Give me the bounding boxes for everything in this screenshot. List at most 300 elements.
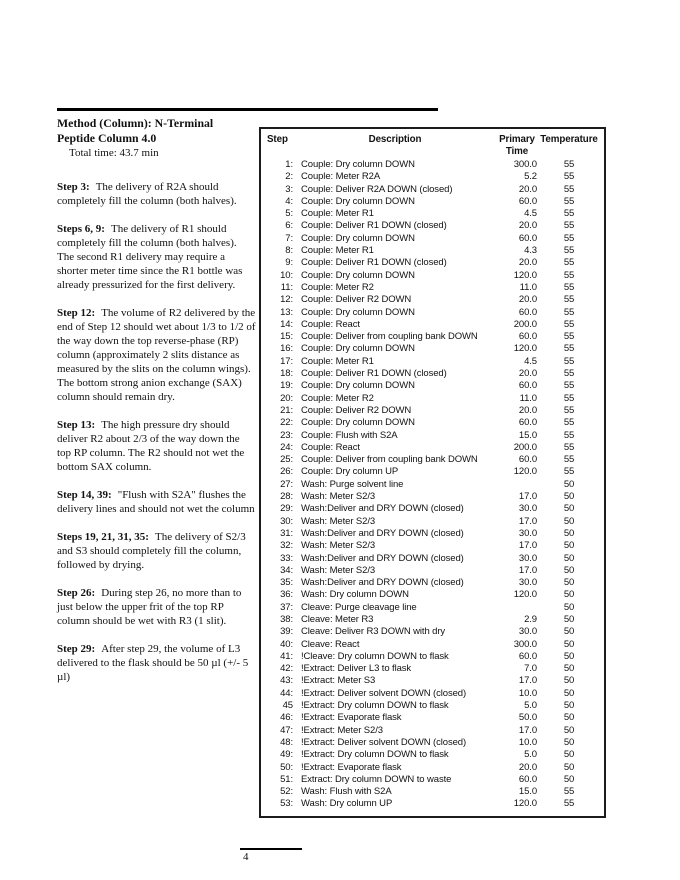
cell-time: 50.0 — [518, 712, 537, 724]
cell-temp: 55 — [563, 392, 575, 404]
cell-time: 60.0 — [518, 650, 537, 662]
cell-step: 2: — [285, 171, 293, 183]
cell-gap — [293, 602, 301, 614]
cell-desc: Couple: Dry column DOWN — [301, 232, 415, 244]
cell-desc: Couple: Meter R2 — [301, 392, 374, 404]
cell-desc: Wash: Meter S2/3 — [301, 515, 376, 527]
cell-desc: Wash:Deliver and DRY DOWN (closed) — [301, 552, 464, 564]
cell-time: 20.0 — [518, 183, 537, 195]
cell-time: 20.0 — [518, 368, 537, 380]
cell-time: 4.5 — [524, 355, 537, 367]
cell-desc: Couple: Dry column DOWN — [301, 343, 415, 355]
table-row — [265, 553, 600, 565]
note-label: Step 14, 39: — [57, 489, 112, 501]
table-row — [265, 245, 600, 257]
cell-step: 37: — [280, 601, 293, 613]
cell-desc: Couple: Meter R1 — [301, 355, 374, 367]
cell-temp: 50 — [563, 515, 575, 527]
cell-time: 120.0 — [513, 466, 537, 478]
cell-step: 15: — [280, 331, 293, 343]
table-row — [265, 417, 600, 429]
cell-gap — [293, 393, 301, 405]
cell-desc: Couple: Dry column DOWN — [301, 269, 415, 281]
table-row — [265, 466, 600, 478]
cell-time: 5.2 — [524, 171, 537, 183]
cell-step: 27: — [280, 478, 293, 490]
cell-desc: Wash:Deliver and DRY DOWN (closed) — [301, 503, 464, 515]
cell-step: 4: — [285, 195, 293, 207]
cell-time: 5.0 — [524, 749, 537, 761]
cell-time: 17.0 — [518, 724, 537, 736]
cell-temp: 55 — [563, 208, 575, 220]
table-row — [265, 491, 600, 503]
cell-gap — [293, 798, 301, 810]
cell-desc: Couple: Deliver R2 DOWN — [301, 294, 412, 306]
note-paragraph — [57, 530, 256, 572]
cell-temp: 55 — [563, 441, 575, 453]
cell-step: 12: — [280, 294, 293, 306]
note-label: Step 13: — [57, 419, 96, 431]
cell-temp: 50 — [563, 663, 575, 675]
cell-gap — [293, 577, 301, 589]
table-row — [265, 774, 600, 786]
cell-gap — [293, 368, 301, 380]
cell-temp: 50 — [563, 503, 575, 515]
table-row — [265, 725, 600, 737]
table-row — [265, 639, 600, 651]
cell-step: 14: — [280, 318, 293, 330]
note-text: The high pressure dry should deliver R2 about 2/3 of the way down the top RP column. The R2 should not wet the bottom SAX column. — [57, 419, 245, 473]
cell-time: 17.0 — [518, 540, 537, 552]
cell-time: 7.0 — [524, 663, 537, 675]
cell-step: 19: — [280, 380, 293, 392]
cell-step: 48: — [280, 736, 293, 748]
cell-desc: Couple: Deliver R2 DOWN — [301, 404, 412, 416]
cell-step: 18: — [280, 368, 293, 380]
cell-step: 26: — [280, 466, 293, 478]
cell-gap — [293, 749, 301, 761]
cell-gap — [293, 319, 301, 331]
cell-time: 60.0 — [518, 417, 537, 429]
cell-temp: 50 — [563, 638, 575, 650]
cell-gap — [293, 479, 301, 491]
cell-gap — [293, 343, 301, 355]
header-step: Step — [267, 134, 288, 145]
cell-temp: 50 — [563, 564, 575, 576]
top-horizontal-rule — [57, 108, 438, 111]
table-row — [265, 257, 600, 269]
header-description: Description — [368, 134, 422, 145]
table-row — [265, 430, 600, 442]
table-row — [265, 565, 600, 577]
cell-desc: Wash: Purge solvent line — [301, 478, 404, 490]
cell-step: 44: — [280, 687, 293, 699]
cell-gap — [293, 675, 301, 687]
cell-time: 200.0 — [513, 441, 537, 453]
cell-temp: 50 — [563, 589, 575, 601]
cell-time: 60.0 — [518, 380, 537, 392]
cell-time: 11.0 — [519, 281, 537, 293]
note-text: The delivery of S2/3 and S3 should completely fill the column, followed by drying. — [57, 531, 246, 571]
cell-gap — [293, 663, 301, 675]
note-paragraph — [57, 418, 256, 474]
table-row — [265, 294, 600, 306]
cell-gap — [293, 294, 301, 306]
cell-step: 5: — [285, 208, 293, 220]
cell-desc: Cleave: Meter R3 — [301, 613, 374, 625]
table-row — [265, 171, 600, 183]
method-steps-table — [259, 127, 606, 818]
cell-gap — [293, 516, 301, 528]
note-paragraph — [57, 222, 256, 292]
cell-temp: 55 — [563, 257, 575, 269]
cell-step: 25: — [280, 454, 293, 466]
page-number: 4 — [243, 851, 249, 863]
cell-time: 17.0 — [518, 564, 537, 576]
cell-step: 23: — [280, 429, 293, 441]
table-row — [265, 442, 600, 454]
cell-time: 17.0 — [518, 491, 537, 503]
cell-temp: 50 — [563, 675, 575, 687]
cell-gap — [293, 220, 301, 232]
cell-temp: 50 — [563, 601, 575, 613]
cell-step: 35: — [280, 577, 293, 589]
cell-gap — [293, 196, 301, 208]
method-title-line2: Peptide Column 4.0 — [57, 131, 157, 145]
table-row — [265, 159, 600, 171]
cell-time: 60.0 — [518, 773, 537, 785]
table-row — [265, 577, 600, 589]
cell-gap — [293, 700, 301, 712]
cell-time: 300.0 — [513, 159, 537, 170]
cell-time: 10.0 — [518, 687, 537, 699]
table-row — [265, 626, 600, 638]
cell-temp: 50 — [563, 540, 575, 552]
cell-desc: !Extract: Dry column DOWN to flask — [301, 700, 449, 712]
cell-step: 49: — [280, 749, 293, 761]
notes-list — [57, 180, 256, 684]
cell-step: 31: — [280, 527, 293, 539]
cell-step: 40: — [280, 638, 293, 650]
cell-temp: 50 — [563, 700, 575, 712]
cell-temp: 55 — [563, 466, 575, 478]
cell-temp: 50 — [563, 736, 575, 748]
cell-temp: 55 — [563, 220, 575, 232]
note-text: During step 26, no more than to just below the upper frit of the top RP column should be wet with R3 (1 slit). — [57, 587, 242, 627]
cell-temp: 50 — [563, 626, 575, 638]
cell-step: 17: — [280, 355, 293, 367]
cell-gap — [293, 540, 301, 552]
cell-time: 300.0 — [513, 638, 537, 650]
cell-temp: 55 — [563, 269, 575, 281]
cell-desc: !Extract: Deliver L3 to flask — [301, 663, 412, 675]
method-title-line1: Method (Column): N-Terminal — [57, 116, 214, 130]
cell-desc: !Cleave: Dry column DOWN to flask — [301, 650, 449, 662]
cell-step: 10: — [280, 269, 293, 281]
cell-desc: Wash: Meter S2/3 — [301, 564, 376, 576]
cell-desc: Cleave: Purge cleavage line — [301, 601, 417, 613]
cell-desc: Couple: Dry column DOWN — [301, 159, 415, 170]
cell-gap — [293, 639, 301, 651]
table-row — [265, 749, 600, 761]
cell-time: 60.0 — [518, 232, 537, 244]
cell-step: 13: — [280, 306, 293, 318]
cell-desc: Couple: Dry column DOWN — [301, 195, 415, 207]
cell-temp: 50 — [563, 687, 575, 699]
table-body — [265, 159, 600, 811]
cell-gap — [293, 430, 301, 442]
cell-desc: Couple: React — [301, 318, 360, 330]
cell-step: 9: — [285, 257, 293, 269]
cell-desc: Wash: Meter S2/3 — [301, 491, 376, 503]
cell-desc: !Extract: Meter S3 — [301, 675, 376, 687]
note-label: Step 29: — [57, 643, 96, 655]
cell-temp: 50 — [563, 577, 575, 589]
cell-step: 38: — [280, 613, 293, 625]
table-row — [265, 503, 600, 515]
cell-step: 16: — [280, 343, 293, 355]
cell-temp: 55 — [563, 294, 575, 306]
cell-time: 4.5 — [524, 208, 537, 220]
cell-gap — [293, 688, 301, 700]
cell-gap — [293, 405, 301, 417]
cell-gap — [293, 651, 301, 663]
cell-temp: 55 — [563, 306, 575, 318]
cell-time: 30.0 — [518, 503, 537, 515]
cell-temp: 55 — [563, 281, 575, 293]
cell-desc: Couple: Dry column DOWN — [301, 380, 415, 392]
cell-desc: !Extract: Deliver solvent DOWN (closed) — [301, 736, 467, 748]
cell-gap — [293, 466, 301, 478]
cell-step: 42: — [280, 663, 293, 675]
cell-gap — [293, 171, 301, 183]
cell-temp: 50 — [563, 724, 575, 736]
table-row — [265, 380, 600, 392]
cell-time: 120.0 — [513, 269, 537, 281]
table-row — [265, 479, 600, 491]
cell-gap — [293, 442, 301, 454]
cell-step: 41: — [280, 650, 293, 662]
cell-temp: 55 — [563, 454, 575, 466]
note-paragraph — [57, 306, 256, 404]
cell-step: 11: — [280, 281, 293, 293]
cell-temp: 55 — [563, 404, 575, 416]
cell-gap — [293, 208, 301, 220]
note-text: The volume of R2 delivered by the end of Step 12 should wet about 1/3 to 1/2 of the way down the top reverse-phase (RP) column (approximately 2 slits distance as measured by the slits on the column wings). The bottom strong anion exchange (SAX) column should remain dry. — [57, 307, 256, 403]
note-paragraph — [57, 180, 256, 208]
cell-desc: Couple: Flush with S2A — [301, 429, 398, 441]
cell-desc: !Extract: Evaporate flask — [301, 712, 402, 724]
cell-gap — [293, 589, 301, 601]
cell-step: 33: — [280, 552, 293, 564]
note-label: Step 12: — [57, 307, 96, 319]
cell-desc: !Extract: Dry column DOWN to flask — [301, 749, 449, 761]
cell-time: 20.0 — [518, 294, 537, 306]
notes-column — [57, 116, 256, 698]
cell-temp: 50 — [563, 478, 575, 490]
cell-gap — [293, 417, 301, 429]
cell-step: 22: — [280, 417, 293, 429]
footer-rule — [240, 848, 302, 850]
table-row — [265, 737, 600, 749]
cell-time — [497, 479, 537, 491]
cell-temp: 55 — [563, 159, 575, 170]
table-row — [265, 233, 600, 245]
cell-gap — [293, 454, 301, 466]
cell-time: 5.0 — [524, 700, 537, 712]
table-row — [265, 700, 600, 712]
cell-step: 36: — [280, 589, 293, 601]
table-row — [265, 798, 600, 810]
cell-desc: Wash:Deliver and DRY DOWN (closed) — [301, 527, 464, 539]
note-text: The delivery of R1 should completely fill the column (both halves). The second R1 delivery may require a shorter meter time since the R1 bottle was already pressurized for the first delivery. — [57, 223, 243, 291]
cell-temp: 55 — [563, 171, 575, 183]
table-row — [265, 602, 600, 614]
cell-gap — [293, 356, 301, 368]
table-row — [265, 184, 600, 196]
cell-temp: 55 — [563, 318, 575, 330]
cell-desc: Cleave: React — [301, 638, 360, 650]
table-row — [265, 208, 600, 220]
cell-step: 30: — [280, 515, 293, 527]
cell-step: 39: — [280, 626, 293, 638]
cell-gap — [293, 503, 301, 515]
cell-time: 20.0 — [518, 761, 537, 773]
cell-step: 24: — [280, 441, 293, 453]
cell-desc: Wash: Dry column DOWN — [301, 589, 409, 601]
cell-step: 52: — [280, 786, 293, 798]
cell-temp: 50 — [563, 712, 575, 724]
cell-desc: !Extract: Deliver solvent DOWN (closed) — [301, 687, 467, 699]
cell-gap — [293, 233, 301, 245]
cell-temp: 55 — [563, 786, 575, 798]
table-row — [265, 270, 600, 282]
cell-desc: Couple: Meter R1 — [301, 208, 374, 220]
cell-temp: 50 — [563, 613, 575, 625]
cell-desc: Couple: Meter R2A — [301, 171, 381, 183]
cell-gap — [293, 257, 301, 269]
cell-temp: 55 — [563, 331, 575, 343]
cell-desc: Couple: React — [301, 441, 360, 453]
cell-gap — [293, 184, 301, 196]
cell-desc: Wash: Dry column UP — [301, 798, 393, 810]
note-text: The delivery of R2A should completely fill the column (both halves). — [57, 181, 237, 207]
note-paragraph — [57, 488, 256, 516]
cell-temp: 55 — [563, 343, 575, 355]
table-row — [265, 405, 600, 417]
cell-desc: !Extract: Evaporate flask — [301, 761, 402, 773]
note-label: Steps 6, 9: — [57, 223, 105, 235]
table-row — [265, 393, 600, 405]
cell-time: 20.0 — [518, 257, 537, 269]
cell-desc: !Extract: Meter S2/3 — [301, 724, 383, 736]
cell-desc: Couple: Meter R1 — [301, 245, 374, 257]
cell-time: 120.0 — [513, 343, 537, 355]
cell-temp: 55 — [563, 195, 575, 207]
cell-gap — [293, 712, 301, 724]
table-row — [265, 319, 600, 331]
total-time: Total time: 43.7 min — [69, 147, 159, 159]
table-row — [265, 307, 600, 319]
cell-step: 6: — [285, 220, 293, 232]
cell-time: 60.0 — [518, 195, 537, 207]
cell-step: 34: — [280, 564, 293, 576]
cell-time: 17.0 — [518, 675, 537, 687]
cell-time: 200.0 — [513, 318, 537, 330]
cell-step: 3: — [285, 183, 293, 195]
cell-desc: Couple: Dry column DOWN — [301, 306, 415, 318]
cell-step: 28: — [280, 491, 293, 503]
cell-step: 47: — [280, 724, 293, 736]
cell-temp: 55 — [563, 368, 575, 380]
cell-time: 11.0 — [519, 392, 537, 404]
cell-step: 7: — [285, 232, 293, 244]
cell-desc: Couple: Deliver from coupling bank DOWN — [301, 454, 478, 466]
cell-time: 120.0 — [513, 798, 537, 810]
table-row — [265, 368, 600, 380]
cell-desc: Wash: Meter S2/3 — [301, 540, 376, 552]
cell-gap — [293, 307, 301, 319]
table-row — [265, 454, 600, 466]
cell-desc: Couple: Deliver from coupling bank DOWN — [301, 331, 478, 343]
note-label: Step 26: — [57, 587, 96, 599]
cell-step: 51: — [280, 773, 293, 785]
cell-time: 20.0 — [518, 404, 537, 416]
cell-temp: 55 — [563, 429, 575, 441]
cell-desc: Extract: Dry column DOWN to waste — [301, 773, 452, 785]
cell-step: 20: — [280, 392, 293, 404]
note-text: "Flush with S2A" flushes the delivery lines and should not wet the column — [57, 489, 255, 515]
table-header-row — [265, 134, 600, 157]
cell-temp: 55 — [563, 380, 575, 392]
table-row — [265, 356, 600, 368]
cell-desc: Couple: Deliver R2A DOWN (closed) — [301, 183, 453, 195]
cell-gap — [293, 331, 301, 343]
cell-temp: 50 — [563, 491, 575, 503]
cell-desc: Couple: Dry column DOWN — [301, 417, 415, 429]
note-text: After step 29, the volume of L3 delivered to the flask should be 50 µl (+/- 5 µl) — [57, 643, 249, 683]
cell-temp: 50 — [563, 527, 575, 539]
cell-time — [497, 602, 537, 614]
table-row — [265, 688, 600, 700]
cell-step: 1: — [285, 159, 293, 170]
header-primary-time: Primary Time — [499, 134, 535, 157]
cell-desc: Couple: Dry column UP — [301, 466, 399, 478]
header-temperature: Temperature — [540, 134, 598, 145]
table-row — [265, 282, 600, 294]
table-row — [265, 786, 600, 798]
cell-desc: Couple: Deliver R1 DOWN (closed) — [301, 257, 447, 269]
table-row — [265, 712, 600, 724]
cell-gap — [293, 614, 301, 626]
cell-step: 50: — [280, 761, 293, 773]
cell-time: 60.0 — [518, 306, 537, 318]
cell-time: 20.0 — [518, 220, 537, 232]
cell-desc: Couple: Deliver R1 DOWN (closed) — [301, 368, 447, 380]
table-row — [265, 663, 600, 675]
cell-step: 29: — [280, 503, 293, 515]
table-row — [265, 196, 600, 208]
table-row — [265, 675, 600, 687]
cell-time: 60.0 — [518, 331, 537, 343]
cell-gap — [293, 725, 301, 737]
cell-temp: 50 — [563, 552, 575, 564]
table-row — [265, 331, 600, 343]
cell-gap — [293, 528, 301, 540]
cell-time: 30.0 — [518, 527, 537, 539]
table-row — [265, 528, 600, 540]
note-paragraph — [57, 586, 256, 628]
